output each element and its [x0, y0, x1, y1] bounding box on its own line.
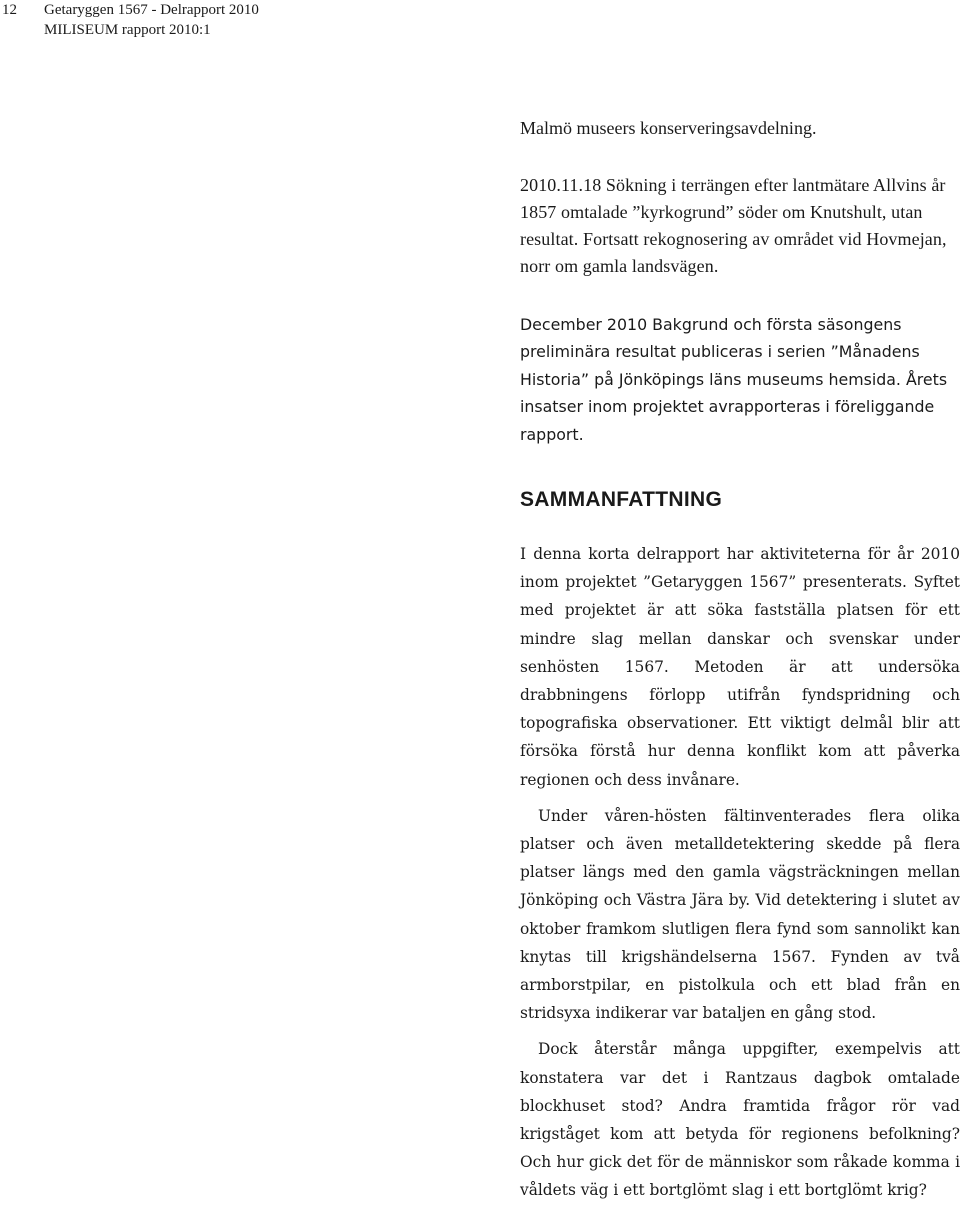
log-entry-text: December 2010 Bakgrund och första säsongens preliminära resultat publiceras i serien ”Månadens Historia” på Jönköpings läns museums hemsida. Årets insatser inom projektet avrapporteras i föreliggande rapport. [520, 315, 948, 444]
summary-body [520, 540, 960, 1213]
log-entry-december-2010 [520, 311, 950, 448]
running-head [44, 0, 259, 40]
log-entry-2010-11-18 [520, 172, 950, 280]
summary-paragraph: Under våren-hösten fältinventerades flera olika platser och även metalldetektering skedde på flera platser längs med den gamla vägsträckningen mellan Jönköping och Västra Jära by. Vid detektering i slutet av oktober framkom slutligen flera fynd som sannolikt kan knytas till krigshändelserna 1567. Fynden av två armborstpilar, en pistolkula och ett blad från en stridsyxa indikerar var bataljen en gång stod. [520, 806, 960, 1023]
report-series: MILISEUM rapport 2010:1 [44, 22, 211, 38]
running-title: Getaryggen 1567 - Delrapport 2010 [44, 2, 259, 18]
log-intro [520, 114, 950, 142]
summary-paragraph: Dock återstår många uppgifter, exempelvis att konstatera var det i Rantzaus dagbok omtalade blockhuset stod? Andra framtida frågor rör vad krigståget kom att betyda för regionens befolkning? Och hur gick det för de människor som råkade komma i våldets väg i ett bortglömt slag i ett bortglömt krig? [520, 1040, 960, 1200]
log-entry-text: 2010.11.18 Sökning i terrängen efter lantmätare Allvins år 1857 omtalade ”kyrkogrund” söder om Knutshult, utan resultat. Fortsatt rekognosering av området vid Hovmejan, norr om gamla landsvägen. [520, 175, 947, 276]
section-heading: SAMMANFATTNING [520, 488, 723, 511]
log-intro-text: Malmö museers konserveringsavdelning. [520, 118, 817, 138]
page-number: 12 [2, 2, 17, 18]
summary-paragraph: I denna korta delrapport har aktiviteterna för år 2010 inom projektet ”Getaryggen 1567” presenterats. Syftet med projektet är att söka fastställa platsen för ett mindre slag mellan danskar och svenskar under senhösten 1567. Metoden är att undersöka drabbningens förlopp utifrån fyndspridning och topografiska observationer. Ett viktigt delmål blir att försöka förstå hur denna konflikt kom att påverka regionen och dess invånare. [520, 545, 960, 789]
